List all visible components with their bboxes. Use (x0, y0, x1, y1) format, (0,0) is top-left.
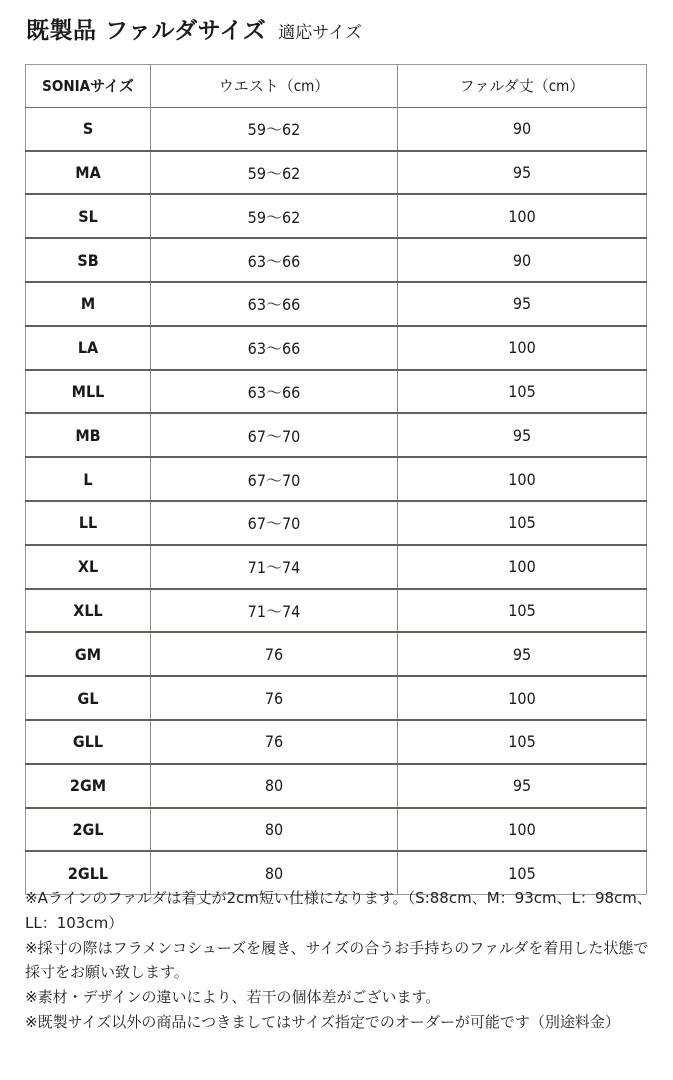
cell-length: 105 (508, 513, 536, 533)
cell-length: 100 (508, 688, 536, 708)
table-row (26, 720, 647, 764)
cell-size: LL (26, 501, 151, 545)
cell-length: 105 (508, 381, 536, 401)
notes (25, 886, 655, 1035)
cell-waist: 63〜66 (151, 282, 398, 326)
cell-length: 90 (512, 119, 532, 139)
cell-length: 95 (512, 776, 532, 796)
cell-length: 100 (508, 469, 536, 489)
table-row (26, 370, 647, 414)
cell-waist: 59〜62 (151, 151, 398, 195)
table-row (26, 764, 647, 808)
cell-size: 2GM (26, 764, 151, 808)
table-row (26, 107, 647, 150)
cell-size: 2GLL (26, 851, 151, 894)
cell-size: SL (26, 194, 151, 238)
cell-waist: 67〜70 (151, 457, 398, 501)
cell-waist: 80 (151, 851, 398, 894)
table-row (26, 457, 647, 501)
table-row (26, 589, 647, 633)
cell-waist: 76 (151, 632, 398, 676)
cell-size: MB (26, 413, 151, 457)
cell-waist: 67〜70 (151, 413, 398, 457)
table-row (26, 194, 647, 238)
cell-length: 95 (512, 425, 532, 445)
note-material: ※素材・デザインの違いにより、若干の個体差がございます。 (25, 988, 441, 1007)
cell-size: SB (26, 238, 151, 282)
note-custom-order: ※既製サイズ以外の商品につきましてはサイズ指定でのオーダーが可能です（別途料金） (25, 1012, 620, 1031)
cell-length: 105 (508, 863, 536, 883)
cell-size: XL (26, 545, 151, 589)
table-row (26, 413, 647, 457)
column-header-size: SONIAサイズ (26, 65, 151, 108)
size-table (25, 64, 647, 895)
cell-length: 105 (508, 732, 536, 752)
table-row (26, 632, 647, 676)
note-measuring: ※採寸の際はフラメンコシューズを履き、サイズの合うお手持ちのファルダを着用した状態で採寸をお願い致します。 (25, 938, 649, 982)
cell-size: XLL (26, 589, 151, 633)
table-row (26, 326, 647, 370)
cell-size: GM (26, 632, 151, 676)
table-row (26, 151, 647, 195)
cell-waist: 80 (151, 764, 398, 808)
cell-waist: 80 (151, 808, 398, 852)
cell-size: GLL (26, 720, 151, 764)
cell-size: MLL (26, 370, 151, 414)
cell-waist: 63〜66 (151, 370, 398, 414)
cell-length: 100 (508, 206, 536, 226)
table-row (26, 676, 647, 720)
cell-size: S (26, 107, 151, 150)
page-title: 既製品 ファルダサイズ (26, 18, 267, 44)
table-row (26, 282, 647, 326)
cell-length: 95 (512, 644, 532, 664)
cell-waist: 76 (151, 676, 398, 720)
cell-length: 95 (512, 294, 532, 314)
column-header-length: ファルダ丈（cm） (459, 77, 585, 96)
cell-waist: 59〜62 (151, 107, 398, 150)
table-row (26, 808, 647, 852)
cell-length: 95 (512, 162, 532, 182)
cell-waist: 67〜70 (151, 501, 398, 545)
page-header (26, 12, 362, 45)
cell-waist: 59〜62 (151, 194, 398, 238)
cell-length: 100 (508, 819, 536, 839)
cell-waist: 76 (151, 720, 398, 764)
cell-size: L (26, 457, 151, 501)
cell-waist: 71〜74 (151, 589, 398, 633)
table-row (26, 545, 647, 589)
cell-length: 100 (508, 557, 536, 577)
cell-length: 105 (508, 600, 536, 620)
cell-size: LA (26, 326, 151, 370)
cell-length: 90 (512, 250, 532, 270)
cell-size: MA (26, 151, 151, 195)
table-header-row (26, 65, 647, 108)
table-row (26, 501, 647, 545)
cell-size: GL (26, 676, 151, 720)
table-row (26, 238, 647, 282)
column-header-waist: ウエスト（cm） (151, 65, 398, 108)
cell-waist: 63〜66 (151, 238, 398, 282)
page-subtitle: 適応サイズ (278, 23, 362, 43)
cell-size: M (26, 282, 151, 326)
cell-length: 100 (508, 338, 536, 358)
cell-waist: 71〜74 (151, 545, 398, 589)
cell-size: 2GL (26, 808, 151, 852)
table-body (26, 107, 647, 894)
cell-waist: 63〜66 (151, 326, 398, 370)
note-a-line: ※Aラインのファルダは着丈が2cm短い仕様になります。（S:88cm、M：93cm、L：98cm、LL：103cm） (25, 889, 652, 932)
